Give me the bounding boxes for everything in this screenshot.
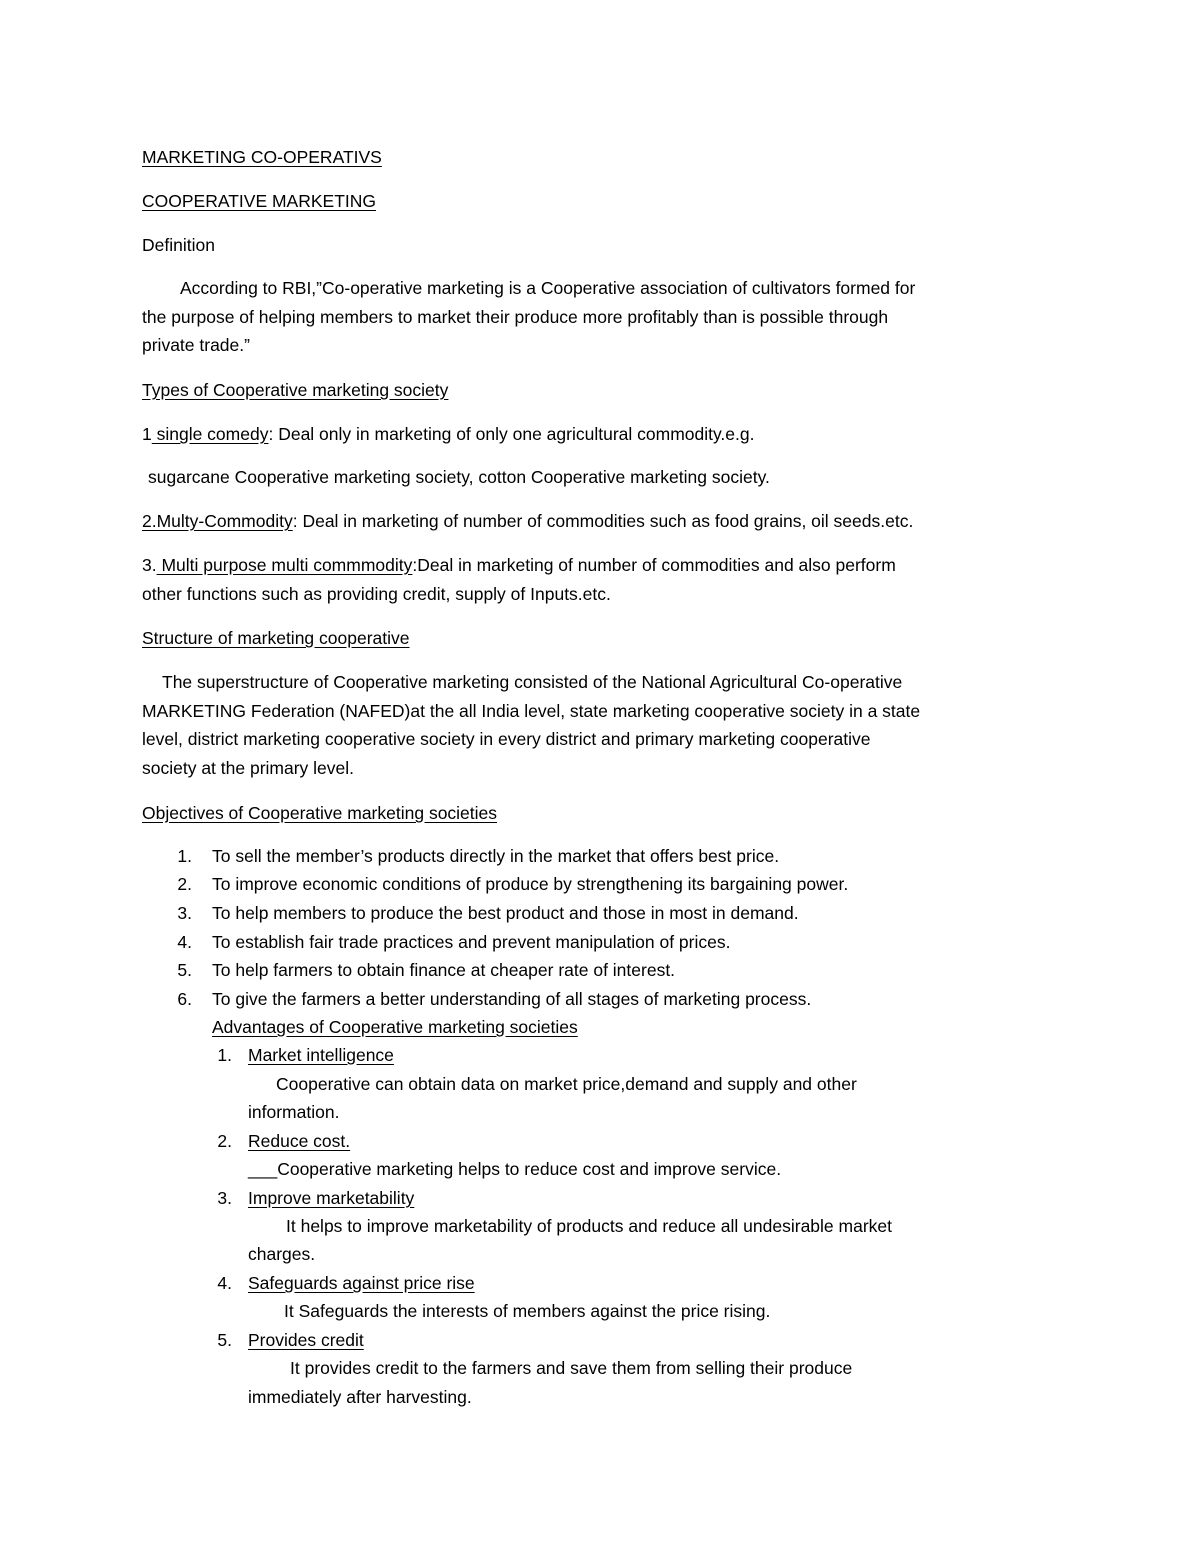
objective-number: 5.: [177, 960, 192, 980]
type-3: [142, 551, 1042, 608]
advantage-title: Safeguards against price rise: [248, 1273, 475, 1293]
objective-number: 3.: [177, 903, 192, 923]
objective-number: 4.: [177, 932, 192, 952]
type-1-label: single comedy: [151, 424, 269, 444]
advantage-number: 2.: [217, 1131, 232, 1151]
advantage-text: It helps to improve marketability of products and reduce all undesirable market: [286, 1216, 892, 1236]
advantage-title: Market intelligence: [248, 1045, 394, 1065]
objective-item: To give the farmers a better understanding of all stages of marketing process.: [212, 989, 812, 1009]
objective-item: To sell the member’s products directly in the market that offers best price.: [212, 846, 780, 866]
type-3-label: Multi purpose multi commmodity: [156, 555, 413, 575]
structure-paragraph: [142, 668, 1042, 783]
advantage-blank: ___: [248, 1159, 278, 1179]
objective-item: To help farmers to obtain finance at cheaper rate of interest.: [212, 960, 676, 980]
advantage-text: It provides credit to the farmers and save them from selling their produce: [290, 1358, 853, 1378]
type-1-text: : Deal only in marketing of only one agricultural commodity.e.g.: [268, 424, 755, 444]
document-subtitle: COOPERATIVE MARKETING: [142, 191, 377, 211]
structure-line: The superstructure of Cooperative marketing consisted of the National Agricultural Co-operative: [162, 672, 903, 692]
objective-number: 6.: [177, 989, 192, 1009]
type-2-label: 2.Multy-Commodity: [142, 511, 293, 531]
definition-line: private trade.”: [142, 335, 250, 356]
advantage-text: charges.: [248, 1244, 316, 1264]
structure-line: society at the primary level.: [142, 758, 355, 779]
objective-item: To establish fair trade practices and prevent manipulation of prices.: [212, 932, 731, 952]
type-1-number: 1: [142, 424, 152, 444]
structure-heading: Structure of marketing cooperative: [142, 628, 410, 648]
objective-number: 1.: [177, 846, 192, 866]
document-title: MARKETING CO-OPERATIVS: [142, 147, 382, 167]
advantage-title: Reduce cost.: [248, 1131, 351, 1151]
definition-line: According to RBI,”Co-operative marketing is a Cooperative association of cultivators formed for: [180, 278, 916, 298]
advantage-number: 4.: [217, 1273, 232, 1293]
advantage-text: It Safeguards the interests of members against the price rising.: [284, 1301, 771, 1321]
definition-paragraph: [142, 274, 1042, 360]
advantage-text: immediately after harvesting.: [248, 1387, 472, 1407]
advantage-text: information.: [248, 1102, 340, 1122]
objective-item: To improve economic conditions of produce by strengthening its bargaining power.: [212, 874, 849, 894]
structure-line: level, district marketing cooperative society in every district and primary marketing cooperative: [142, 729, 871, 750]
advantage-line: Cooperative marketing helps to reduce cost and improve service.: [277, 1159, 782, 1179]
type-1: [142, 420, 1042, 449]
advantage-text: Cooperative can obtain data on market price,demand and supply and other: [276, 1074, 857, 1094]
type-3-text: :Deal in marketing of number of commodities and also perform: [412, 555, 896, 575]
advantages-heading: Advantages of Cooperative marketing societies: [212, 1017, 578, 1037]
advantage-title: Provides credit: [248, 1330, 364, 1350]
advantage-number: 3.: [217, 1188, 232, 1208]
definition-heading: Definition: [142, 235, 215, 255]
advantage-number: 1.: [217, 1045, 232, 1065]
advantage-number: 5.: [217, 1330, 232, 1350]
advantage-title: Improve marketability: [248, 1188, 415, 1208]
type-1-example: sugarcane Cooperative marketing society, cotton Cooperative marketing society.: [148, 467, 770, 487]
objective-number: 2.: [177, 874, 192, 894]
type-3-line2: other functions such as providing credit, supply of Inputs.etc.: [142, 583, 611, 604]
structure-line: MARKETING Federation (NAFED)at the all India level, state marketing cooperative society in a state: [142, 700, 921, 721]
objective-item: To help members to produce the best product and those in most in demand.: [212, 903, 799, 923]
definition-line: the purpose of helping members to market their produce more profitably than is possible through: [142, 306, 889, 327]
type-2-text: : Deal in marketing of number of commodities such as food grains, oil seeds.etc.: [292, 511, 914, 531]
type-2: [142, 507, 1042, 536]
objectives-heading: Objectives of Cooperative marketing societies: [142, 803, 498, 823]
advantage-text: [248, 1155, 781, 1184]
types-heading: Types of Cooperative marketing society: [142, 380, 449, 400]
type-3-number: 3.: [142, 555, 157, 575]
